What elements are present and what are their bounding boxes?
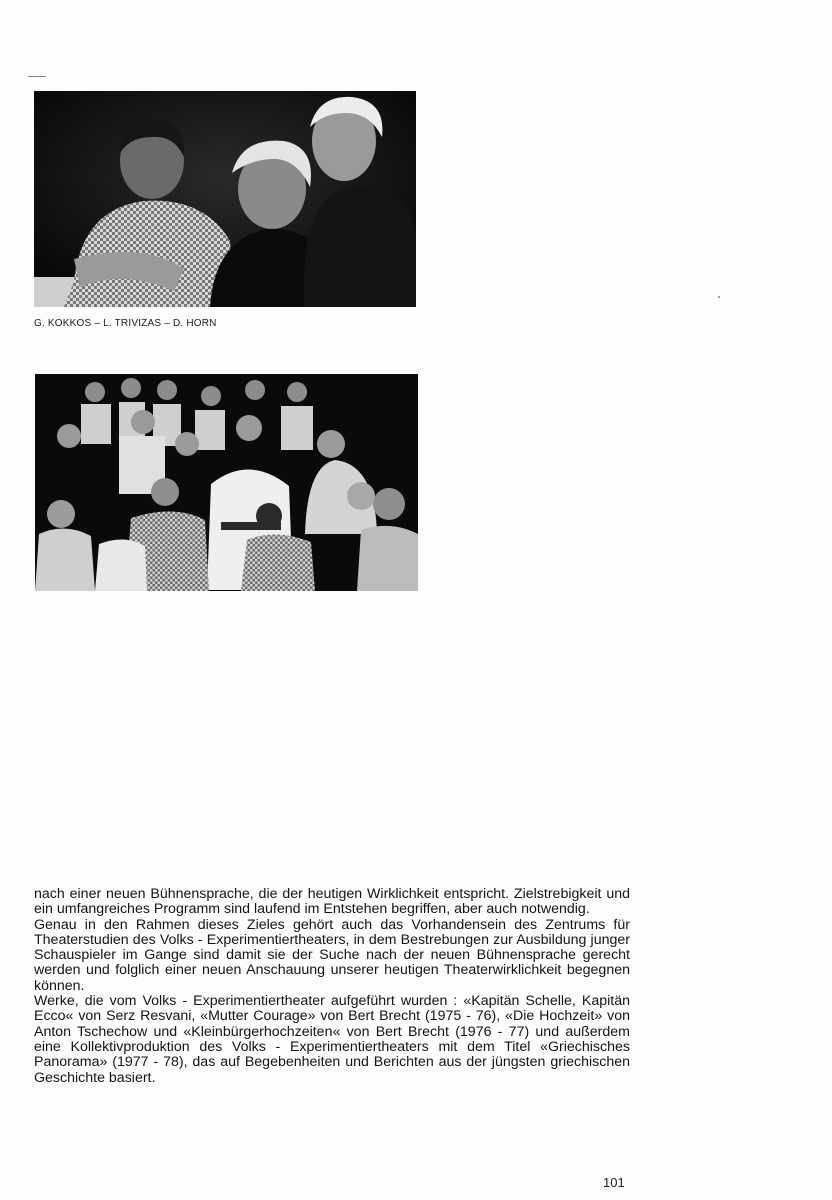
photo-group-workshop <box>35 374 418 591</box>
photo-group-workshop-image <box>35 374 418 591</box>
photo-three-men <box>34 91 416 307</box>
photo-caption: G. KOKKOS – L. TRIVIZAS – D. HORN <box>34 318 217 329</box>
crop-mark <box>28 76 46 77</box>
body-text <box>34 887 630 1086</box>
page-number: 101 <box>603 1175 625 1190</box>
photo-three-men-image <box>34 91 416 307</box>
paragraph-3: Werke, die vom Volks - Experimentiertheater aufgeführt wurden : «Kapitän Schelle, Kapitän Ecco« von Serz Resvani, «Mutter Courage» von Bert Brecht (1975 - 76), «Die Hochzeit» von Anton Tschechow und «Kleinbürgerhochzeiten« von Bert Brecht (1976 - 77) und außerdem eine Kollektivproduktion des Volks - Experimentiertheaters mit dem Titel «Griechisches Panorama» (1977 - 78), das auf Begebenheiten und Berichten aus der jüngsten griechischen Geschichte basiert. <box>34 993 630 1086</box>
paragraph-1: nach einer neuen Bühnensprache, die der heutigen Wirklichkeit entspricht. Zielstrebigkeit und ein umfangreiches Programm sind laufend im Entstehen begriffen, aber auch notwendig. <box>34 886 630 918</box>
speck-mark <box>718 296 720 298</box>
paragraph-2: Genau in den Rahmen dieses Zieles gehört auch das Vorhandensein des Zentrums für Theaterstudien des Volks - Experimentiertheaters, in dem Bestrebungen zur Ausbildung junger Schauspieler im Gange sind damit sie der Suche nach der neuen Bühnensprache gerecht werden und folglich einer neuen Anschauung unserer heutigen Theaterwirklichkeit begegnen können. <box>34 916 630 994</box>
